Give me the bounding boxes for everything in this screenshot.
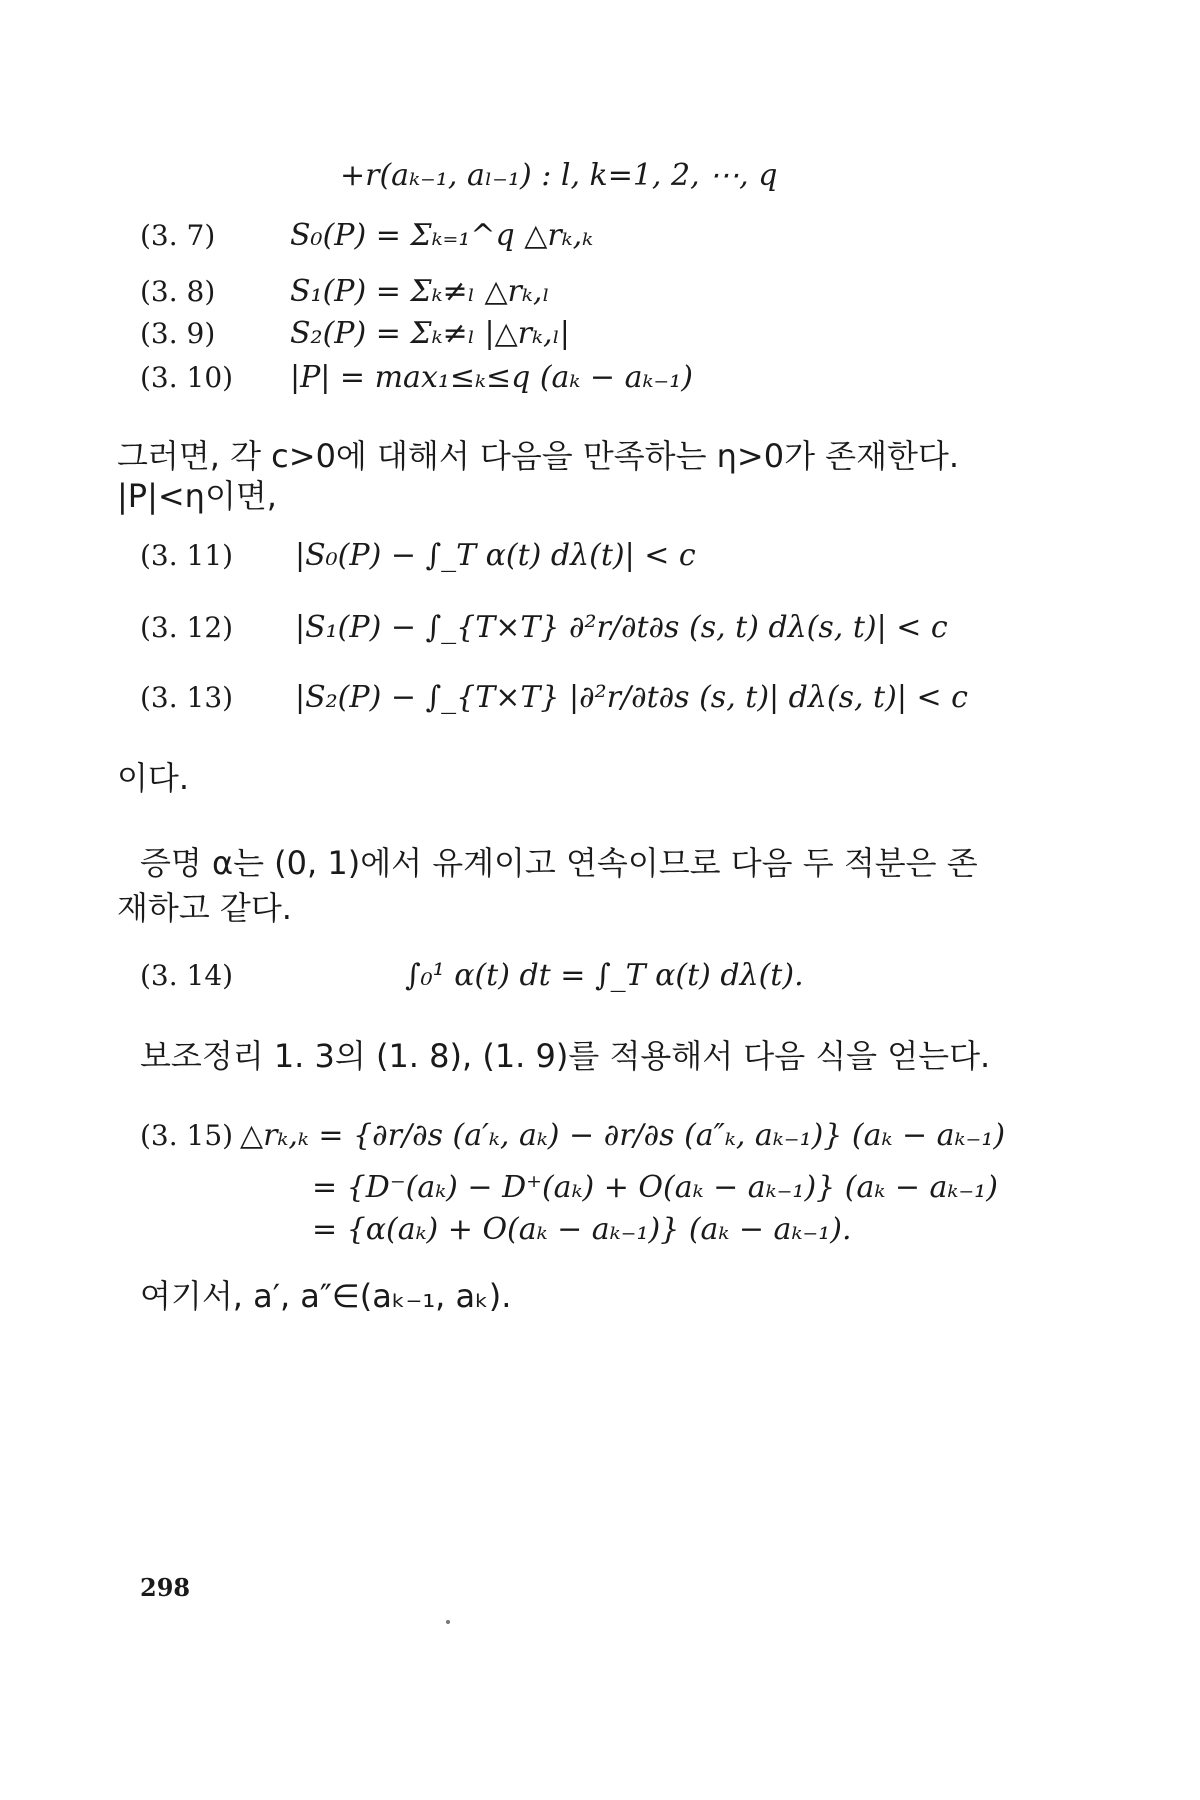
equation-number: (3. 9): [140, 317, 216, 350]
equation: S₀(P) = Σₖ₌₁^q △rₖ,ₖ: [290, 218, 594, 253]
equation: = {α(aₖ) + O(aₖ − aₖ₋₁)} (aₖ − aₖ₋₁).: [312, 1212, 852, 1247]
paragraph-line: 증명 α는 (0, 1)에서 유계이고 연속이므로 다음 두 적분은 존: [140, 844, 978, 882]
paragraph-line: 이다.: [117, 759, 189, 797]
equation: |P| = max₁≤ₖ≤q (aₖ − aₖ₋₁): [290, 360, 693, 395]
equation: S₂(P) = Σₖ≠ₗ |△rₖ,ₗ|: [290, 316, 570, 351]
printing-speck: [446, 1620, 450, 1624]
paragraph-line: |P|<η이면,: [117, 477, 277, 515]
continued-equation: +r(aₖ₋₁, aₗ₋₁) : l, k=1, 2, ⋯, q: [340, 158, 778, 193]
paragraph-line: 재하고 같다.: [117, 889, 292, 927]
equation: |S₁(P) − ∫_{T×T} ∂²r/∂t∂s (s, t) dλ(s, t)| < c: [295, 610, 948, 645]
equation-number: (3. 15): [140, 1119, 234, 1152]
equation-number: (3. 11): [140, 539, 234, 572]
equation-number: (3. 14): [140, 959, 234, 992]
equation: ∫₀¹ α(t) dt = ∫_T α(t) dλ(t).: [405, 958, 804, 993]
equation: = {D⁻(aₖ) − D⁺(aₖ) + O(aₖ − aₖ₋₁)} (aₖ − aₖ₋₁): [312, 1170, 998, 1205]
equation-number: (3. 12): [140, 611, 234, 644]
equation: △rₖ,ₖ = {∂r/∂s (a′ₖ, aₖ) − ∂r/∂s (a″ₖ, aₖ₋₁)} (aₖ − aₖ₋₁): [240, 1118, 1006, 1153]
paragraph-line: 그러면, 각 c>0에 대해서 다음을 만족하는 η>0가 존재한다.: [117, 437, 960, 475]
paragraph-line: 여기서, a′, a″∈(aₖ₋₁, aₖ).: [140, 1277, 512, 1315]
page-number: 298: [140, 1573, 191, 1602]
equation-number: (3. 7): [140, 219, 216, 252]
equation: |S₀(P) − ∫_T α(t) dλ(t)| < c: [295, 538, 696, 573]
equation: |S₂(P) − ∫_{T×T} |∂²r/∂t∂s (s, t)| dλ(s, t)| < c: [295, 680, 968, 715]
paragraph-line: 보조정리 1. 3의 (1. 8), (1. 9)를 적용해서 다음 식을 얻는다.: [140, 1037, 991, 1075]
equation-number: (3. 13): [140, 681, 234, 714]
equation-number: (3. 8): [140, 275, 216, 308]
equation: S₁(P) = Σₖ≠ₗ △rₖ,ₗ: [290, 274, 550, 309]
equation-number: (3. 10): [140, 361, 234, 394]
